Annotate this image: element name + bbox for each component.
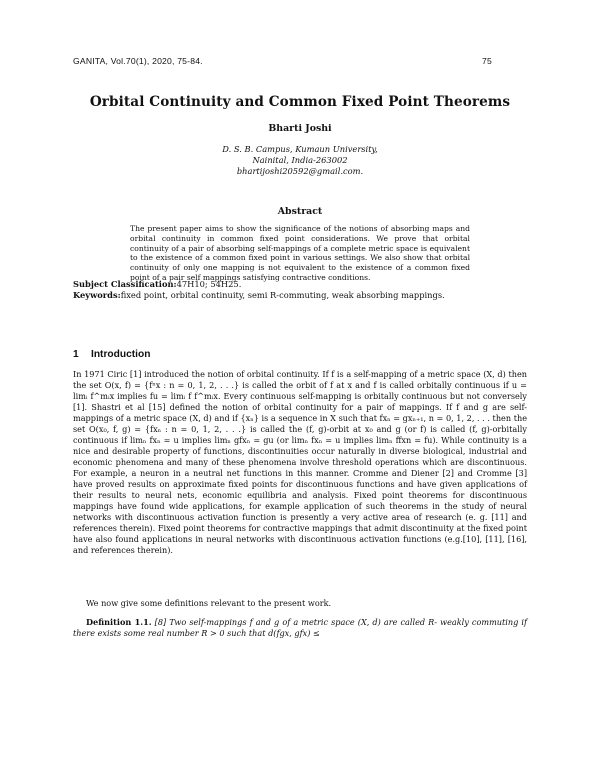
abstract-heading: Abstract — [277, 206, 323, 217]
subject-classification-value: 47H10; 54H25. — [176, 279, 242, 289]
affiliation-line-1: D. S. B. Campus, Kumaun University, — [222, 144, 378, 154]
author-name: Bharti Joshi — [268, 123, 332, 134]
definition-block — [73, 617, 527, 639]
definition-text: [8] Two self-mappings f and g of a metric space (X, d) are called R- weakly commuting if there exists some real number R > 0 such that d(fgx, gfx) ≤ — [73, 617, 527, 638]
journal-citation: GANITA, Vol.70(1), 2020, 75-84. — [73, 56, 203, 66]
paper-title: Orbital Continuity and Common Fixed Point Theorems — [89, 94, 511, 110]
followup-paragraph: We now give some definitions relevant to the present work. — [86, 598, 332, 608]
page-number: 75 — [482, 56, 492, 66]
running-header — [73, 56, 492, 66]
keywords-label: Keywords: — [73, 290, 121, 300]
subject-classification-label: Subject Classification: — [73, 279, 177, 289]
affiliation-line-2: Nainital, India-263002 — [252, 155, 348, 165]
section-heading — [73, 349, 150, 360]
abstract-text: The present paper aims to show the significance of the notions of absorbing maps and orbital continuity in common fixed point considerations. We prove that orbital continuity of a pair of absorbing self-mappings of a complete metric space is equivalent to the existence of a common fixed point in various settings. We also show that orbital continuity of only one mapping is not equivalent to the existence of a common fixed point of a pair self mappings satisfying contractive conditions. — [130, 224, 470, 282]
author-email: bhartijoshi20592@gmail.com. — [236, 166, 364, 176]
definition-label: Definition 1.1. — [86, 617, 152, 627]
intro-paragraph: In 1971 Ciric [1] introduced the notion of orbital continuity. If f is a self-mapping of a metric space (X, d) then the set O(x, f) = {fⁿx : n = 0, 1, 2, . . .} is called the orbit of f at x and f is called orbitally continuous if u = limᵢ f^mᵢx implies fu = limᵢ f f^mᵢx. Every continuous self-mapping is orbitally continuous but not conversely [1]. Shastri et al [15] defined the notion of orbital continuity for a pair of mappings. If f and g are self-mappings of a metric space (X, d) and if {xₙ} is a sequence in X such that fxₙ = gxₙ₊₁, n = 0, 1, 2, . . . then the set O(x₀, f, g) = {fxₙ : n = 0, 1, 2, . . .} is called the (f, g)-orbit at x₀ and g (or f) is called (f, g)-orbitally continuous if limₙ fxₙ = u implies limₙ gfxₙ = gu (or limₙ fxₙ = u implies limₙ ffxn = fu). While continuity is a nice and desirable property of functions, discontinuities occur naturally in diverse biological, industrial and economic phenomena and many of these phenomena involve threshold operations which are discontinuous. For example, a neuron in a neutral net functions in this manner. Cromme and Diener [2] and Cromme [3] have proved results on approximate fixed points for discontinuous functions and have given applications of their results to neural nets, economic equilibria and analysis. Fixed point theorems for discontinuous mappings have found wide applications, for example application of such theorems in the study of neural networks with discontinuous activation function is presently a very active area of research (e. g. [11] and references therein). Fixed point theorems for contractive mappings that admit discontinuity at the fixed point have also found applications in neural networks with discontinuous activation functions (e.g.[10], [11], [16], and references therein). — [73, 369, 527, 555]
keywords — [73, 290, 527, 301]
keywords-value: fixed point, orbital continuity, semi R-commuting, weak absorbing mappings. — [120, 290, 445, 300]
section-number: 1 — [73, 349, 79, 360]
author-affiliation — [0, 144, 600, 177]
section-title: Introduction — [91, 349, 151, 360]
subject-classification — [73, 279, 527, 290]
